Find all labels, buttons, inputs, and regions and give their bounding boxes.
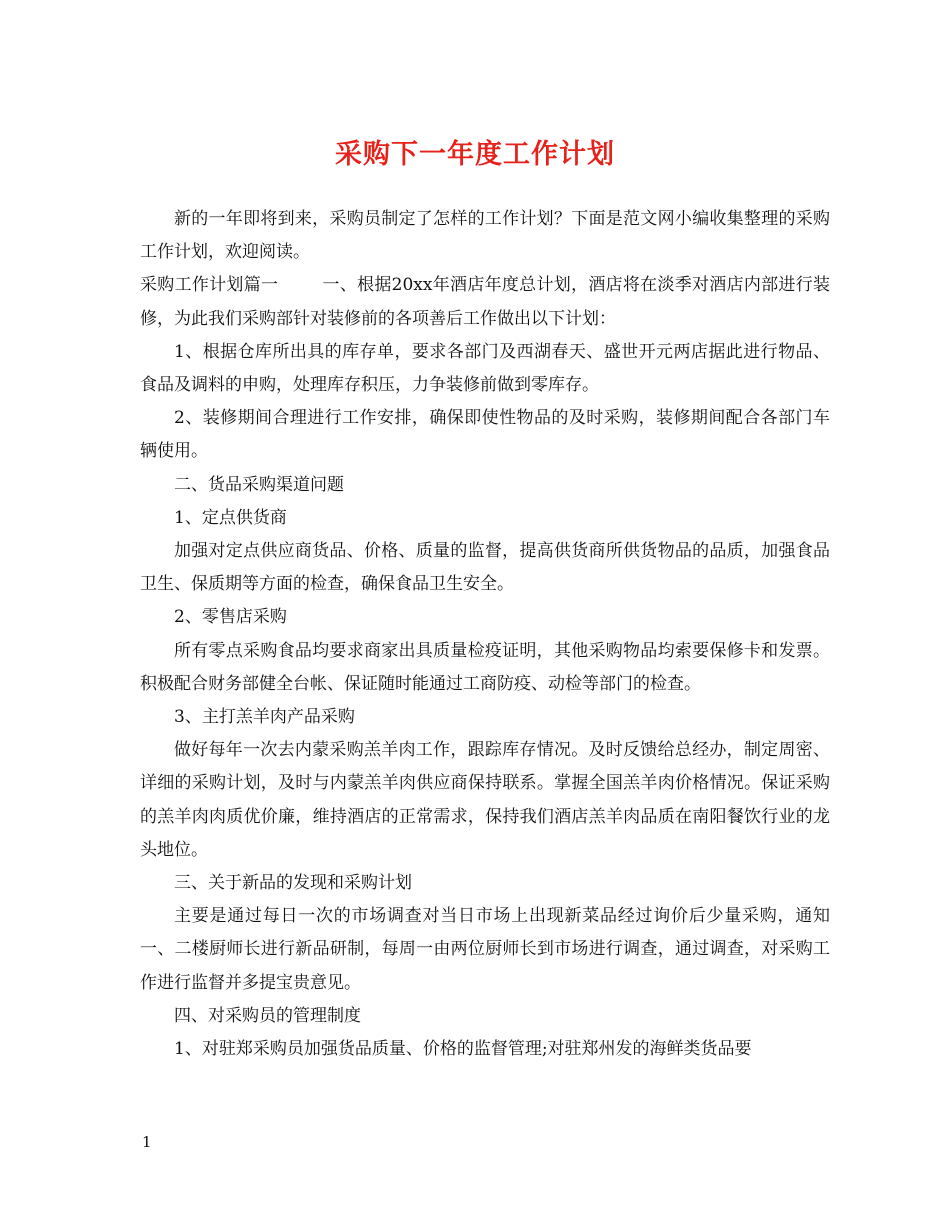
section-heading: 二、货品采购渠道问题 [174,474,344,495]
paragraph: 加强对定点供应商货品、价格、质量的监督，提高供货商所供货物品的品质，加强食品卫生、保质期等方面的检查，确保食品卫生安全。 [140,541,830,595]
paragraph: 所有零点采购食品均要求商家出具质量检疫证明，其他采购物品均索要保修卡和发票。积极配合财务部健全台帐、保证随时能通过工商防疫、动检等部门的检查。 [140,640,830,694]
paragraph-text: 一、根据20xx年酒店年度总计划，酒店将在淡季对酒店内部进行装修，为此我们采购部针对装修前的各项善后工作做出以下计划： [140,275,830,329]
paragraph: 新的一年即将到来，采购员制定了怎样的工作计划？下面是范文网小编收集整理的采购工作计划，欢迎阅读。 [140,209,830,263]
paragraph: 主要是通过每日一次的市场调查对当日市场上出现新菜品经过询价后少量采购，通知一、二楼厨师长进行新品研制，每周一由两位厨师长到市场进行调查，通过调查，对采购工作进行监督并多提宝贵意见。 [140,906,830,993]
paragraph [140,269,830,335]
paragraph: 做好每年一次去内蒙采购羔羊肉工作，跟踪库存情况。及时反馈给总经办，制定周密、详细的采购计划，及时与内蒙羔羊肉供应商保持联系。掌握全国羔羊肉价格情况。保证采购的羔羊肉肉质优价廉，维持酒店的正常需求，保持我们酒店羔羊肉品质在南阳餐饮行业的龙头地位。 [140,740,830,860]
paragraph: 1、根据仓库所出具的库存单，要求各部门及西湖春天、盛世开元两店据此进行物品、食品及调料的申购，处理库存积压，力争装修前做到零库存。 [140,341,830,396]
document-body [140,203,830,1066]
section-heading: 三、关于新品的发现和采购计划 [174,873,412,894]
document-title: 采购下一年度工作计划 [335,139,615,170]
page-number: 1 [142,1133,152,1151]
section-heading: 四、对采购员的管理制度 [174,1005,361,1026]
paragraph: 2、装修期间合理进行工作安排，确保即使性物品的及时采购，装修期间配合各部门车辆使用。 [140,408,830,462]
subsection-heading: 3、主打羔羊肉产品采购 [174,707,355,728]
section-lead: 采购工作计划篇一 [140,275,279,296]
paragraph: 1、对驻郑采购员加强货品质量、价格的监督管理;对驻郑州发的海鲜类货品要 [174,1039,752,1060]
subsection-heading: 2、零售店采购 [174,607,287,628]
subsection-heading: 1、定点供货商 [174,507,287,528]
